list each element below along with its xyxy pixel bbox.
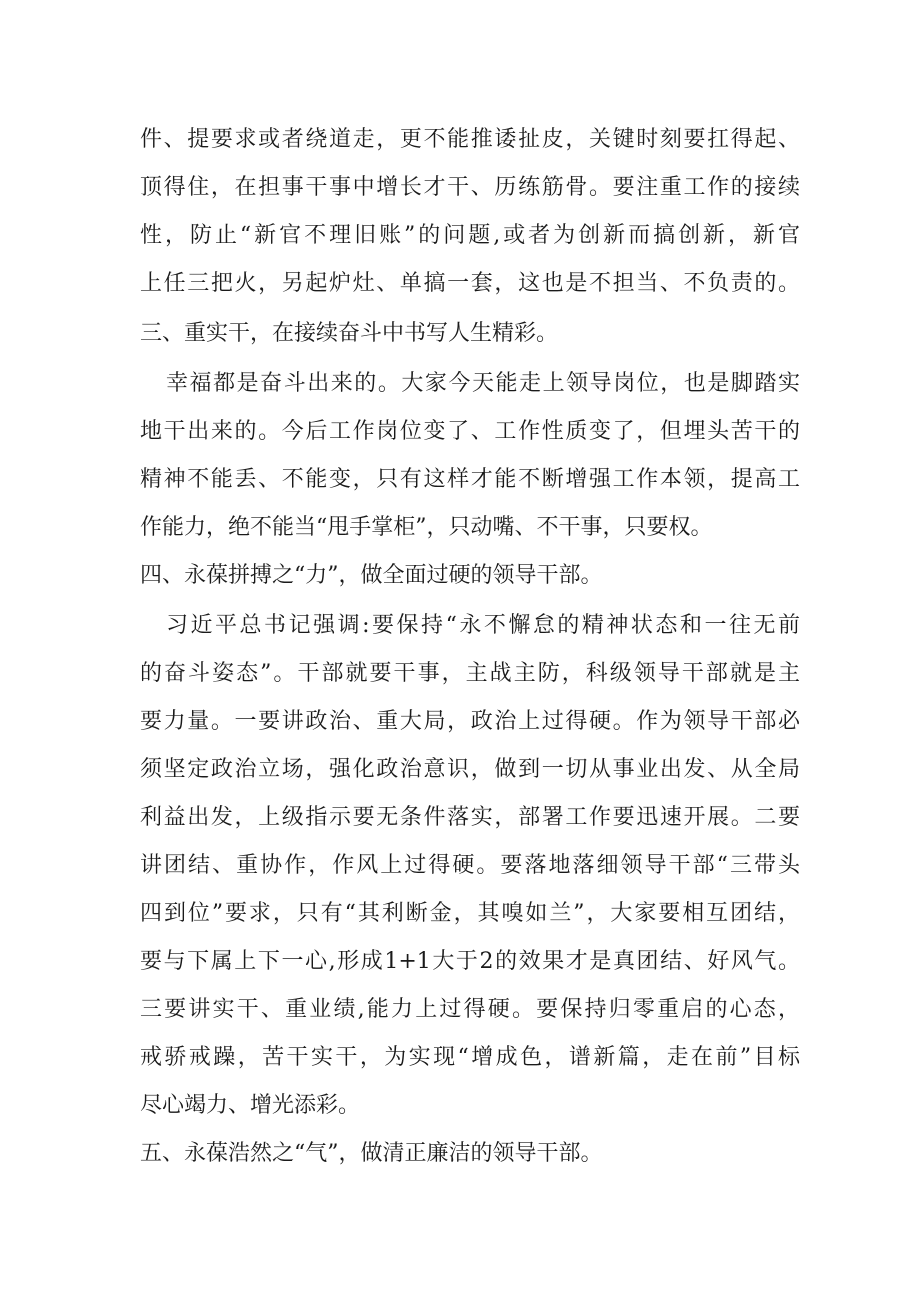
text-line-18: 要与下属上下一心,形成1+1大于2的效果才是真团结、好风气。 (140, 949, 800, 974)
text-line-1: 件、提要求或者绕道走，更不能推诿扯皮，关键时刻要扛得起、 (140, 127, 800, 152)
text-line-3: 性，防止“新官不理旧账”的问题,或者为创新而搞创新，新官 (140, 223, 800, 248)
text-line-21: 尽心竭力、增光添彩。 (140, 1093, 361, 1118)
text-line-9: 作能力，绝不能当“甩手掌柜”，只动嘴、不干事，只要权。 (140, 515, 713, 540)
text-line-2: 顶得住，在担事干事中增长才干、历练筋骨。要注重工作的接续 (140, 175, 800, 200)
text-line-11: 习近平总书记强调:要保持“永不懈怠的精神状态和一往无前 (166, 613, 800, 638)
text-line-12: 的奋斗姿态”。干部就要干事，主战主防，科级领导干部就是主 (140, 661, 800, 686)
text-line-8: 精神不能丢、不能变，只有这样才能不断增强工作本领，提高工 (140, 467, 800, 492)
text-line-13: 要力量。一要讲政治、重大局，政治上过得硬。作为领导干部必 (140, 709, 800, 734)
text-line-7: 地干出来的。今后工作岗位变了、工作性质变了，但埋头苦干的 (140, 419, 800, 444)
text-line-14: 须坚定政治立场，强化政治意识，做到一切从事业出发、从全局 (140, 757, 800, 782)
section-heading-3: 三、重实干，在接续奋斗中书写人生精彩。 (140, 321, 559, 346)
section-heading-5: 五、永葆浩然之“气”，做清正廉洁的领导干部。 (140, 1141, 603, 1166)
section-heading-4: 四、永葆拼搏之“力”，做全面过硬的领导干部。 (140, 563, 603, 588)
text-line-6: 幸福都是奋斗出来的。大家今天能走上领导岗位，也是脚踏实 (166, 371, 800, 396)
text-line-16: 讲团结、重协作，作风上过得硬。要落地落细领导干部“三带头 (140, 853, 800, 878)
text-line-20: 戒骄戒躁，苦干实干，为实现“增成色，谱新篇，走在前”目标 (140, 1045, 800, 1070)
text-line-19: 三要讲实干、重业绩,能力上过得硬。要保持归零重启的心态， (140, 997, 800, 1022)
text-line-15: 利益出发，上级指示要无条件落实，部署工作要迅速开展。二要 (140, 805, 800, 830)
text-line-17: 四到位”要求，只有“其利断金，其嗅如兰”，大家要相互团结， (140, 901, 800, 926)
text-line-4: 上任三把火，另起炉灶、单搞一套，这也是不担当、不负责的。 (140, 271, 800, 296)
